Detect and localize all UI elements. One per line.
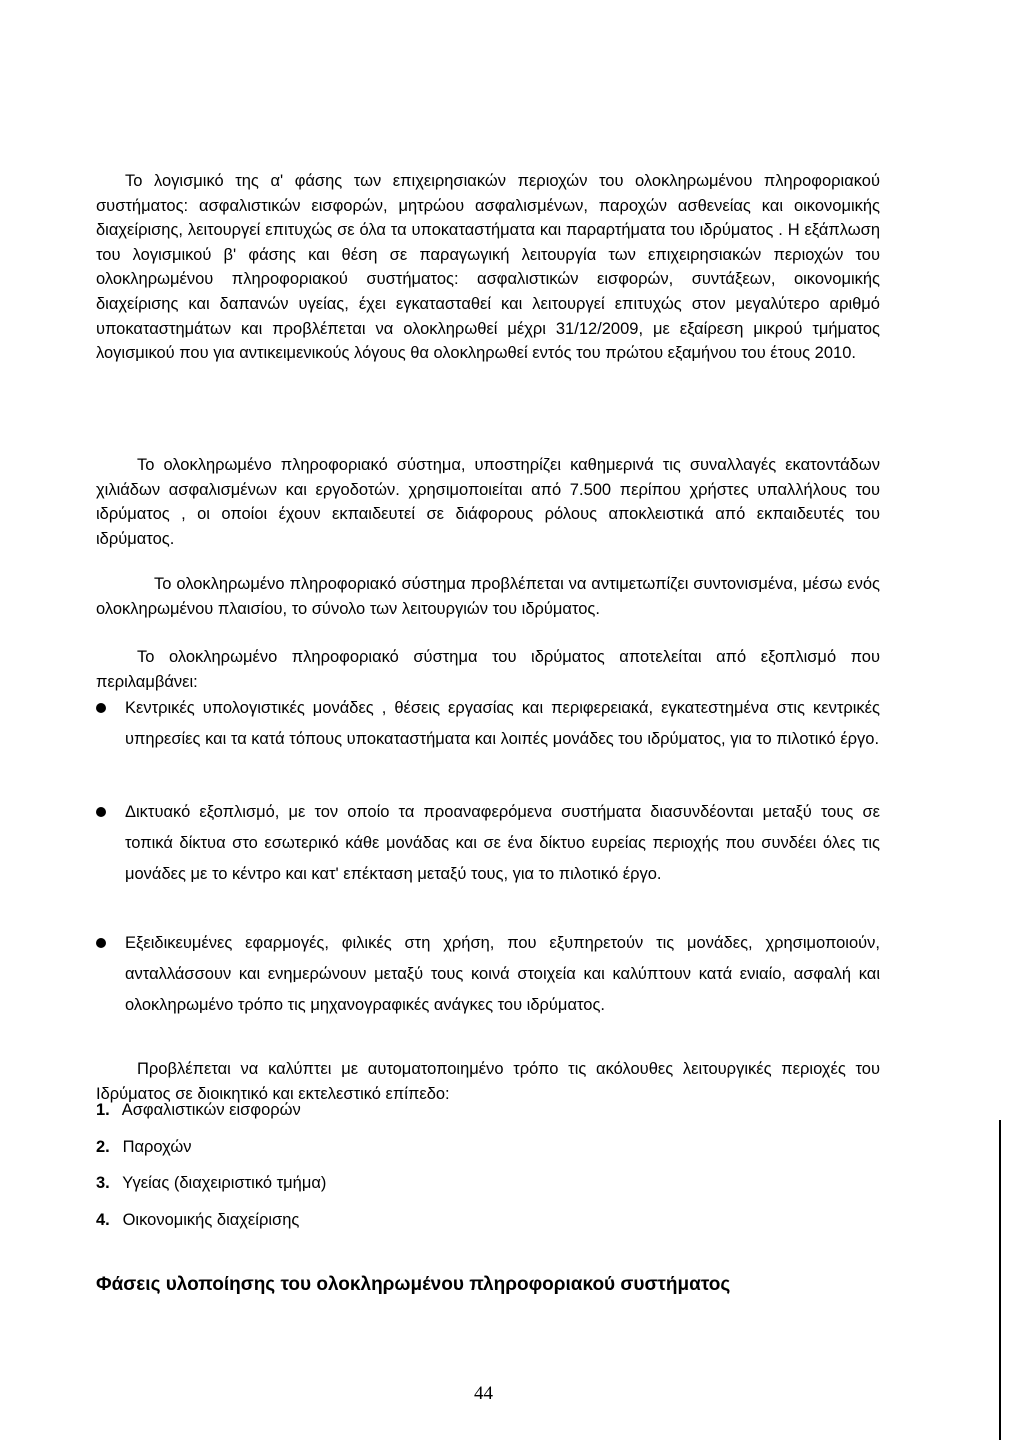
page-number: 44 — [474, 1383, 493, 1404]
list-item — [96, 1174, 326, 1193]
paragraph-equipment-intro: Το ολοκληρωμένο πληροφοριακό σύστημα του ιδρύματος αποτελείται από εξοπλισμό που περιλαμβάνει: — [96, 648, 880, 691]
paragraph-system-usage: Το ολοκληρωμένο πληροφοριακό σύστημα, υποστηρίζει καθημερινά τις συναλλαγές εκατοντάδων χιλιάδων ασφαλισμένων και εργοδοτών. χρησιμοποιείται από 7.500 περίπου χρήστες υπαλλήλους του ιδρύματος , οι οποίοι έχουν εκπαιδευτεί σε διάφορους ρόλους αποκλειστικά από εκπαιδευτές του ιδρύματος. — [96, 456, 880, 548]
paragraph-software-phases: Το λογισμικό της α' φάσης των επιχειρησιακών περιοχών του ολοκληρωμένου πληροφοριακού συστήματος: ασφαλιστικών εισφορών, μητρώου ασφαλισμένων, παροχών ασθενείας και οικονομικής διαχείρισης, λειτουργεί επιτυχώς σε όλα τα υποκαταστήματα και παραρτήματα του ιδρύματος . Η εξάπλωση του λογισμικού β' φάσης και θέση σε παραγωγική λειτουργία των επιχειρησιακών περιοχών του ολοκληρωμένου πληροφοριακού συστήματος: ασφαλιστικών εισφορών, συντάξεων, οικονομικής διαχείρισης και δαπανών υγείας, έχει εγκατασταθεί και λειτουργεί επιτυχώς στον μεγαλύτερο αριθμό υποκαταστημάτων και προβλέπεται να ολοκληρωθεί μέχρι 31/12/2009, με εξαίρεση μικρού τμήματος λογισμικού που για αντικειμενικούς λόγους θα ολοκληρωθεί εντός του πρώτου εξαμήνου του έτους 2010. — [96, 172, 880, 363]
section-heading: Φάσεις υλοποίησης του ολοκληρωμένου πληροφοριακού συστήματος — [96, 1274, 731, 1295]
list-number: 2. — [96, 1138, 110, 1156]
list-item — [96, 693, 880, 755]
list-item — [96, 928, 880, 1021]
list-number: 3. — [96, 1174, 110, 1192]
bullet-icon — [96, 703, 106, 713]
list-item — [96, 1138, 192, 1157]
list-number: 1. — [96, 1101, 110, 1119]
list-item-text: Παροχών — [122, 1138, 192, 1156]
bullet-icon — [96, 807, 106, 817]
margin-rule — [999, 1120, 1001, 1440]
paragraph-functional-areas-intro: Προβλέπεται να καλύπτει με αυτοματοποιημένο τρόπο τις ακόλουθες λειτουργικές περιοχές του Ιδρύματος σε διοικητικό και εκτελεστικό επίπεδο: — [96, 1060, 880, 1103]
bullet-text: Κεντρικές υπολογιστικές μονάδες , θέσεις εργασίας και περιφερειακά, εγκατεστημένα στις κεντρικές υπηρεσίες και τα κατά τόπους υποκαταστήματα και λοιπές μονάδες του ιδρύματος, για το πιλοτικό έργο. — [125, 699, 880, 748]
list-number: 4. — [96, 1211, 110, 1229]
list-item-text: Οικονομικής διαχείρισης — [122, 1211, 300, 1229]
list-item — [96, 1101, 301, 1120]
bullet-text: Εξειδικευμένες εφαρμογές, φιλικές στη χρήση, που εξυπηρετούν τις μονάδες, χρησιμοποιούν, ανταλλάσσουν και ενημερώνουν μεταξύ τους κοινά στοιχεία και καλύπτουν κατά ενιαίο, ασφαλή και ολοκληρωμένο τρόπο τις μηχανογραφικές ανάγκες του ιδρύματος. — [125, 934, 880, 1014]
list-item-text: Ασφαλιστικών εισφορών — [121, 1101, 301, 1119]
list-item — [96, 797, 880, 890]
list-item-text: Υγείας (διαχειριστικό τμήμα) — [122, 1174, 327, 1192]
list-item — [96, 1211, 299, 1230]
bullet-icon — [96, 938, 106, 948]
paragraph-system-scope: Το ολοκληρωμένο πληροφοριακό σύστημα προβλέπεται να αντιμετωπίζει συντονισμένα, μέσω ενός ολοκληρωμένου πλαισίου, το σύνολο των λειτουργιών του ιδρύματος. — [96, 575, 880, 618]
bullet-text: Δικτυακό εξοπλισμό, με τον οποίο τα προαναφερόμενα συστήματα διασυνδέονται μεταξύ τους σε τοπικά δίκτυα στο εσωτερικό κάθε μονάδας και σε ένα δίκτυο ευρείας περιοχής που συνδέει όλες τις μονάδες με το κέντρο και κατ' επέκταση μεταξύ τους, για το πιλοτικό έργο. — [125, 803, 880, 883]
